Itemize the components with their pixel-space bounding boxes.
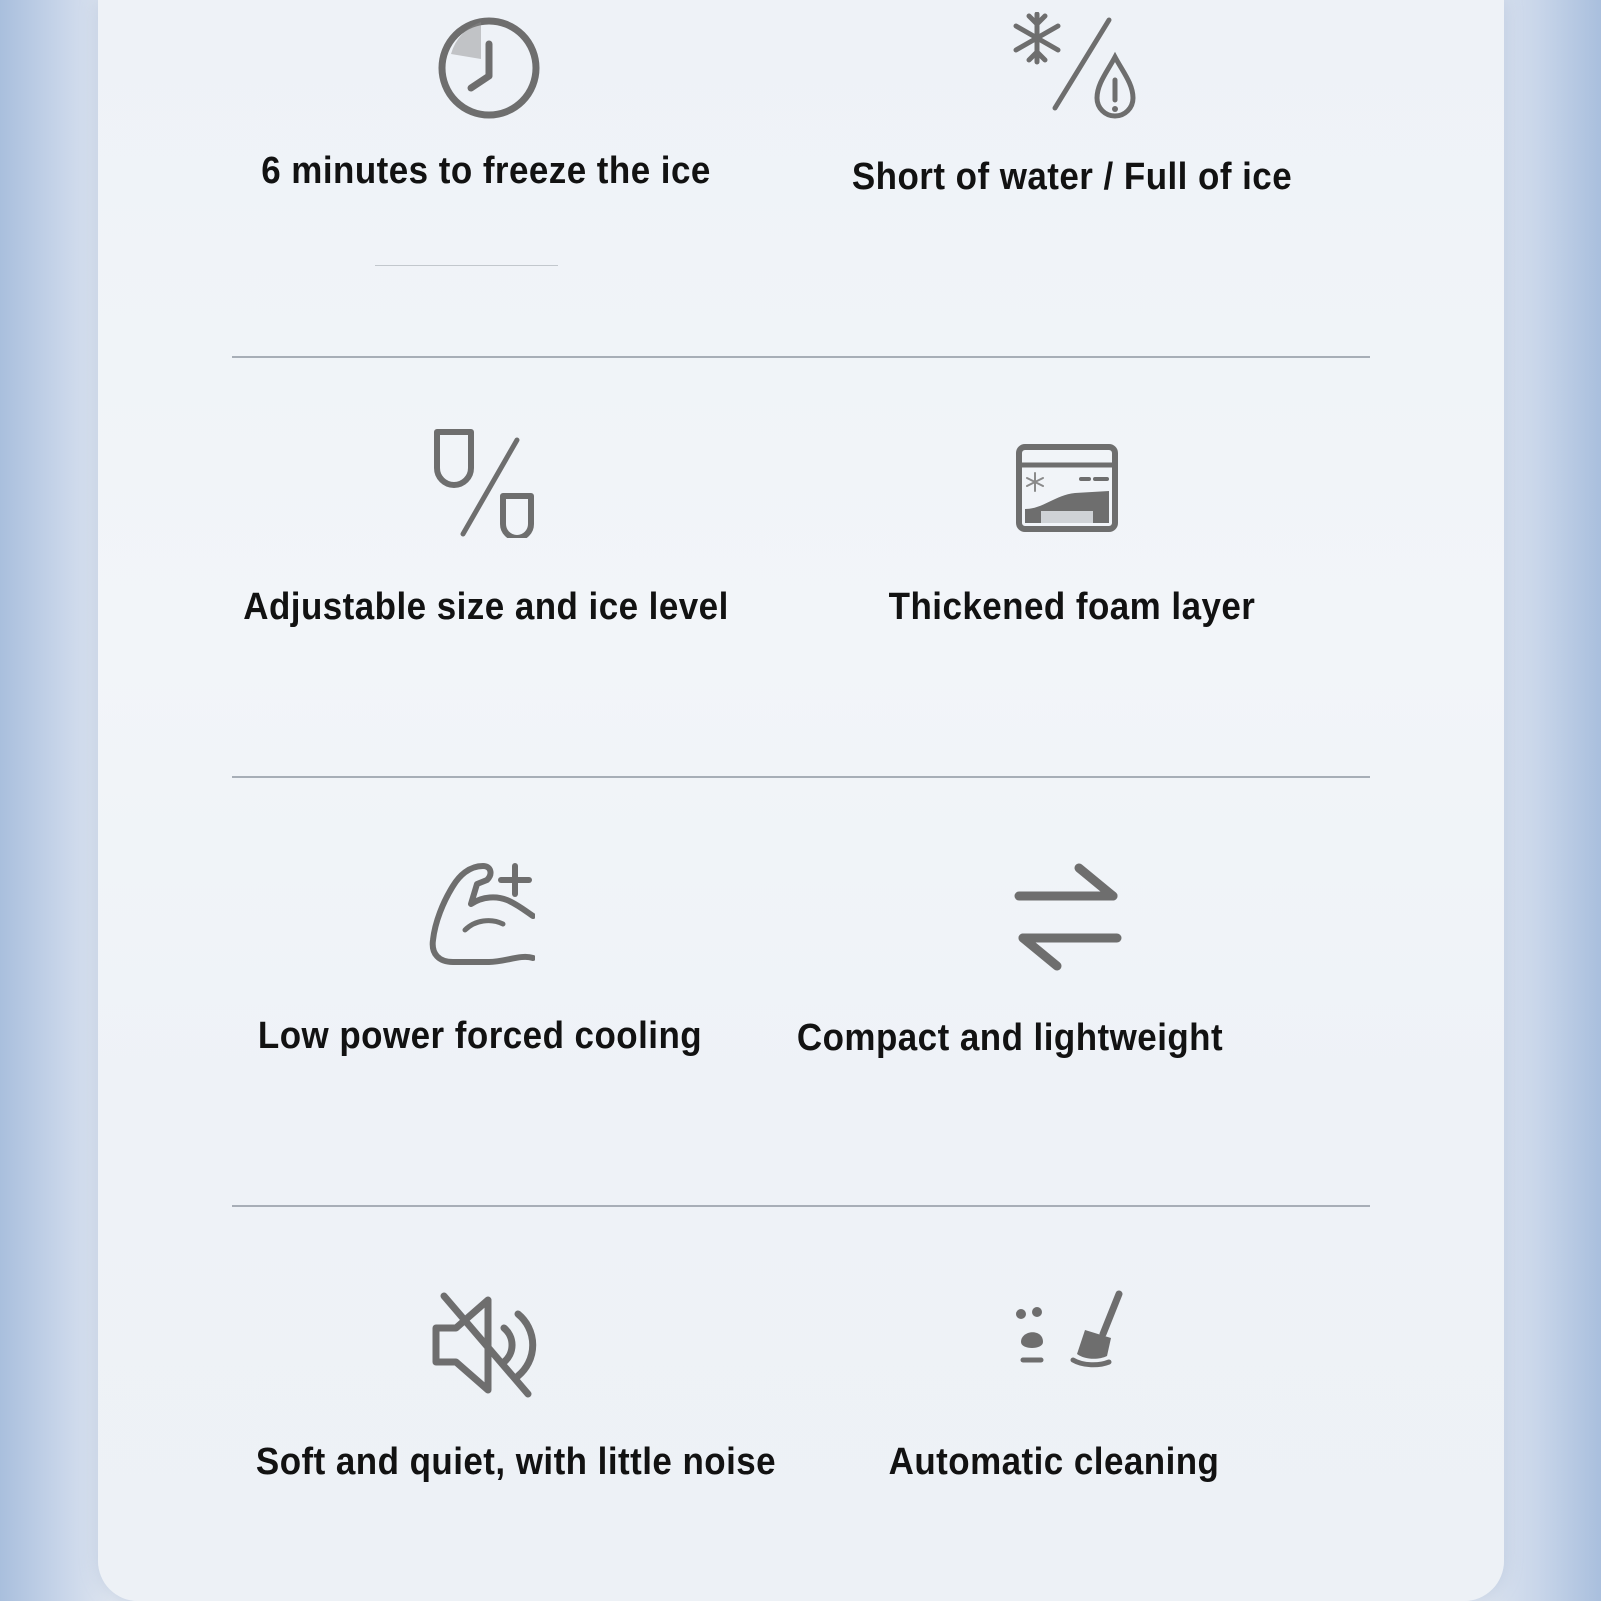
swap-arrows-icon <box>1013 862 1123 972</box>
feature-label: 6 minutes to freeze the ice <box>261 150 711 192</box>
feature-label: Automatic cleaning <box>888 1441 1220 1483</box>
clock-icon <box>431 14 541 124</box>
cleaning-brush-icon <box>1013 1290 1123 1400</box>
foam-layer-icon <box>1013 433 1123 543</box>
divider-row-3 <box>232 1205 1370 1207</box>
divider-row-1 <box>232 356 1370 358</box>
faint-divider <box>375 265 558 266</box>
feature-label: Soft and quiet, with little noise <box>255 1441 777 1483</box>
feature-label: Short of water / Full of ice <box>851 156 1293 198</box>
feature-label: Thickened foam layer <box>888 586 1256 628</box>
speaker-mute-icon <box>430 1290 540 1400</box>
divider-row-2 <box>232 776 1370 778</box>
muscle-plus-icon <box>425 858 535 968</box>
ice-size-icon <box>431 428 541 538</box>
snowflake-water-drop-icon <box>1007 12 1137 122</box>
feature-label: Low power forced cooling <box>257 1015 703 1057</box>
features-panel <box>98 0 1504 1601</box>
feature-label: Adjustable size and ice level <box>243 586 729 628</box>
feature-label: Compact and lightweight <box>796 1017 1224 1059</box>
